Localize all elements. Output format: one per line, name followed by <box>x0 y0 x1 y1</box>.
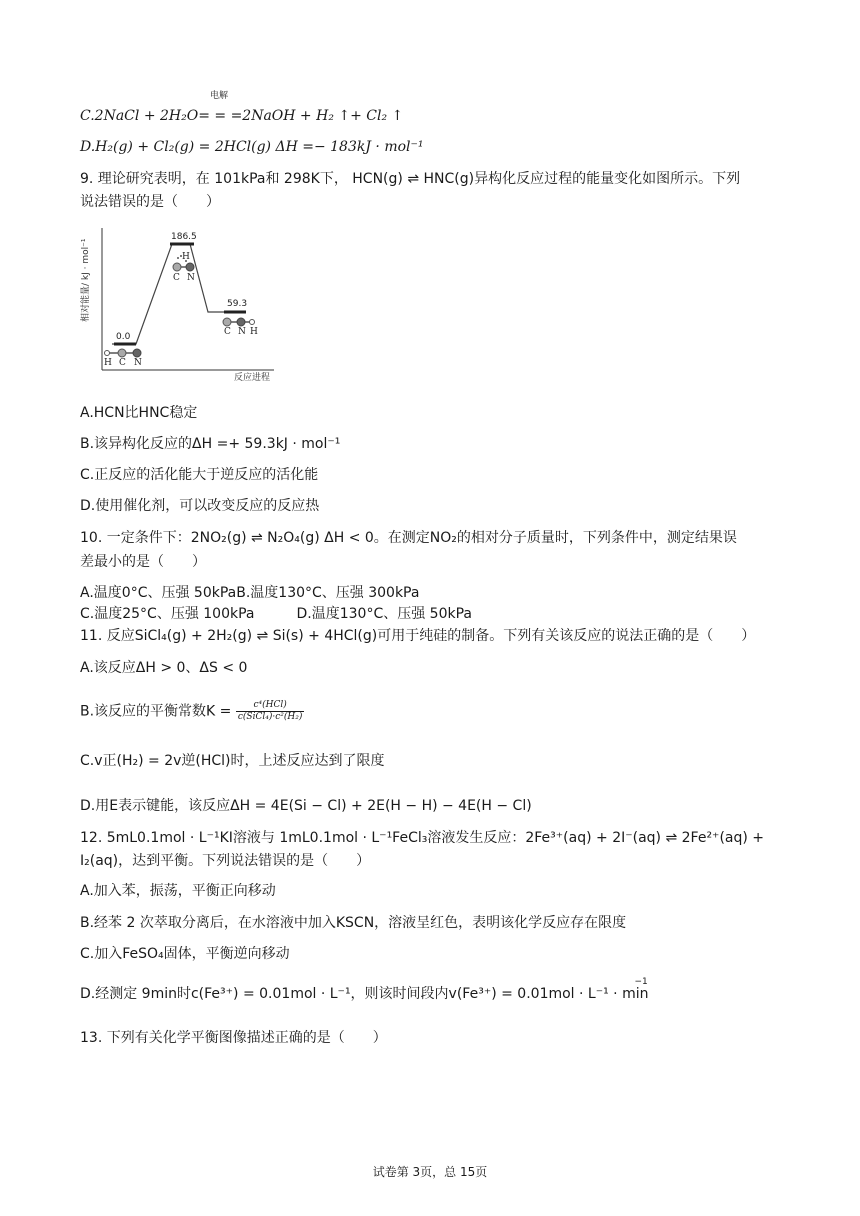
hnc-atom-c <box>223 318 231 326</box>
q12-option-a: A.加入苯，振荡，平衡正向移动 <box>80 883 276 899</box>
q9-stem-line1: 9. 理论研究表明，在 101kPa和 298K下， HCN(g) ⇌ HNC(g)异构化反应过程的能量变化如图所示。下列 <box>80 171 741 187</box>
hcn-label-c: C <box>119 358 126 368</box>
ts-dot <box>177 257 179 259</box>
ts-atom-c <box>173 263 181 271</box>
q8-option-c-prefix: C. <box>80 108 95 124</box>
ts-label-c: C <box>173 273 180 283</box>
q8-option-c <box>80 106 403 126</box>
q11-option-b <box>80 700 304 723</box>
q9-option-b: B.该异构化反应的ΔH =+ 59.3kJ · mol⁻¹ <box>80 436 341 452</box>
q8-option-d: D.H₂(g) + Cl₂(g) = 2HCl(g) ΔH =− 183kJ · mol⁻¹ <box>80 139 424 155</box>
hcn-label-n: N <box>134 358 142 368</box>
q13-stem: 13. 下列有关化学平衡图像描述正确的是（ ） <box>80 1030 387 1046</box>
q11-option-a: A.该反应ΔH > 0、ΔS < 0 <box>80 660 248 676</box>
electrolysis-condition: 电解 <box>210 91 229 101</box>
q10-options-row2: C.温度25°C、压强 100kPa D.温度130°C、压强 50kPa <box>80 606 472 622</box>
q9-option-d: D.使用催化剂，可以改变反应的反应热 <box>80 498 320 514</box>
ts-atom-n <box>186 263 194 271</box>
q12-stem-line2: I₂(aq)，达到平衡。下列说法错误的是（ ） <box>80 853 371 869</box>
page-footer: 试卷第 3页，总 15页 <box>372 1165 488 1179</box>
hnc-label-c: C <box>224 327 231 337</box>
q12-option-c: C.加入FeSO₄固体，平衡逆向移动 <box>80 946 290 962</box>
q11-stem: 11. 反应SiCl₄(g) + 2H₂(g) ⇌ Si(s) + 4HCl(g)可用于纯硅的制备。下列有关该反应的说法正确的是（ ） <box>80 628 756 644</box>
q10-options-row1: A.温度0°C、压强 50kPaB.温度130°C、压强 300kPa <box>80 585 420 601</box>
q9-stem-line2: 说法错误的是（ ） <box>80 194 220 210</box>
level-value-0: 0.0 <box>116 332 131 342</box>
q12-option-d-exponent: −1 <box>634 977 648 988</box>
q12-option-d-main: D.经测定 9min时c(Fe³⁺) = 0.01mol · L⁻¹，则该时间段内v(Fe³⁺) = 0.01mol · L⁻¹ · min <box>80 986 649 1002</box>
hnc-label-n: N <box>238 327 246 337</box>
x-axis-label: 反应进程 <box>234 373 271 383</box>
q10-stem-line1: 10. 一定条件下：2NO₂(g) ⇌ N₂O₄(g) ΔH < 0。在测定NO₂的相对分子质量时，下列条件中，测定结果误 <box>80 530 737 546</box>
hcn-label-h: H <box>104 358 112 368</box>
hnc-label-h: H <box>250 327 258 337</box>
fraction-denominator: c(SiCl₄)·c²(H₂) <box>237 712 303 722</box>
hnc-atom-n <box>237 318 245 326</box>
q11-option-d: D.用E表示键能，该反应ΔH = 4E(Si − Cl) + 2E(H − H) − 4E(H − Cl) <box>80 798 532 814</box>
level-value-2: 59.3 <box>227 299 248 309</box>
fraction-numerator: c⁴(HCl) <box>236 700 304 712</box>
q11-option-b-prefix: B.该反应的平衡常数K = <box>80 703 232 720</box>
q9-option-c: C.正反应的活化能大于逆反应的活化能 <box>80 467 319 483</box>
ts-label-h: H <box>182 252 190 262</box>
q12-stem-line1: 12. 5mL0.1mol · L⁻¹KI溶液与 1mL0.1mol · L⁻¹FeCl₃溶液发生反应：2Fe³⁺(aq) + 2I⁻(aq) ⇌ 2Fe²⁺(aq) + <box>80 830 765 846</box>
hcn-atom-c <box>118 349 126 357</box>
q11-option-c: C.v正(H₂) = 2v逆(HCl)时，上述反应达到了限度 <box>80 753 385 769</box>
q10-stem-line2: 差最小的是（ ） <box>80 554 206 570</box>
hnc-atom-h <box>250 320 255 325</box>
q12-option-b: B.经苯 2 次萃取分离后，在水溶液中加入KSCN，溶液呈红色，表明该化学反应存在限度 <box>80 915 627 931</box>
ts-label-n: N <box>187 273 195 283</box>
q12-option-d <box>80 977 649 1004</box>
hcn-atom-h <box>105 351 110 356</box>
equilibrium-constant-fraction <box>236 700 304 723</box>
q8-option-c-text: 2NaCl + 2H₂O= = =2NaOH + H₂ ↑+ Cl₂ ↑ <box>94 108 404 124</box>
energy-profile-line <box>112 244 232 344</box>
energy-diagram <box>80 222 280 384</box>
hcn-atom-n <box>133 349 141 357</box>
level-value-1: 186.5 <box>171 232 197 242</box>
y-axis-label: 相对能量/ kJ · mol⁻¹ <box>81 238 91 322</box>
q9-option-a: A.HCN比HNC稳定 <box>80 405 198 421</box>
